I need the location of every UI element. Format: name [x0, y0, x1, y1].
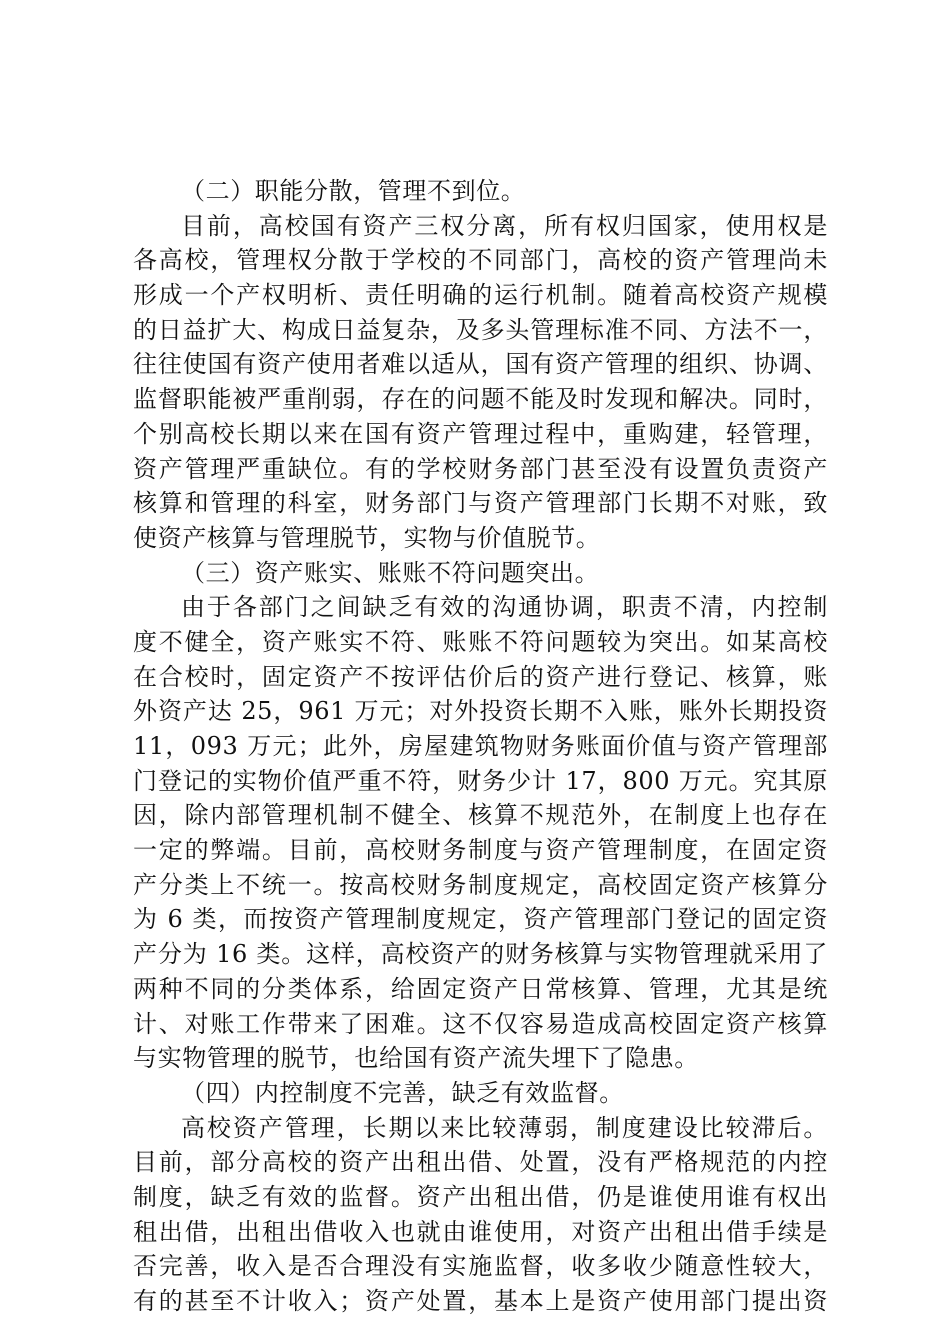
text-line: 监督职能被严重削弱，存在的问题不能及时发现和解决。同时， — [133, 385, 828, 414]
text-line: 资产管理严重缺位。有的学校财务部门甚至没有设置负责资产 — [133, 454, 828, 483]
text-line: 外资产达 25，961 万元；对外投资长期不入账，账外长期投资 — [133, 697, 828, 726]
text-line: 往往使国有资产使用者难以适从，国有资产管理的组织、协调、 — [133, 350, 828, 379]
text-line: 在合校时，固定资产不按评估价后的资产进行登记、核算，账 — [133, 662, 828, 691]
text-line: 租出借，出租出借收入也就由谁使用，对资产出租出借手续是 — [133, 1217, 828, 1246]
text-line: 高校资产管理，长期以来比较薄弱，制度建设比较滞后。 — [181, 1113, 828, 1142]
text-line: 各高校，管理权分散于学校的不同部门，高校的资产管理尚未 — [133, 246, 828, 275]
text-line: 两种不同的分类体系，给固定资产日常核算、管理，尤其是统 — [133, 974, 828, 1003]
text-line: 计、对账工作带来了困难。这不仅容易造成高校固定资产核算 — [133, 1009, 828, 1038]
text-line: 有的甚至不计收入；资产处置，基本上是资产使用部门提出资 — [133, 1287, 828, 1315]
section-heading: （三）资产账实、账账不符问题突出。 — [181, 558, 600, 587]
text-line: 形成一个产权明析、责任明确的运行机制。随着高校资产规模 — [133, 281, 828, 310]
text-line: 产分为 16 类。这样，高校资产的财务核算与实物管理就采用了 — [133, 940, 828, 969]
text-line: 与实物管理的脱节，也给国有资产流失埋下了隐患。 — [133, 1044, 699, 1073]
text-line: 11，093 万元；此外，房屋建筑物财务账面价值与资产管理部 — [133, 732, 828, 760]
document-body — [133, 174, 828, 1319]
text-line: 目前，高校国有资产三权分离，所有权归国家，使用权是 — [181, 211, 828, 240]
text-line: 的日益扩大、构成日益复杂，及多头管理标准不同、方法不一， — [133, 315, 828, 344]
text-line: 因，除内部管理机制不健全、核算不规范外，在制度上也存在 — [133, 801, 828, 830]
text-line: 度不健全，资产账实不符、账账不符问题较为突出。如某高校 — [133, 627, 828, 656]
section-heading: （二）职能分散，管理不到位。 — [181, 177, 526, 205]
text-line: 否完善，收入是否合理没有实施监督，收多收少随意性较大， — [133, 1252, 828, 1281]
section-heading: （四）内控制度不完善，缺乏有效监督。 — [181, 1078, 624, 1107]
text-line: 由于各部门之间缺乏有效的沟通协调，职责不清，内控制 — [181, 593, 828, 622]
text-line: 个别高校长期以来在国有资产管理过程中，重购建，轻管理， — [133, 419, 828, 448]
text-line: 使资产核算与管理脱节，实物与价值脱节。 — [133, 523, 601, 552]
text-line: 目前，部分高校的资产出租出借、处置，没有严格规范的内控 — [133, 1148, 828, 1177]
text-line: 门登记的实物价值严重不符，财务少计 17，800 万元。究其原 — [133, 766, 828, 795]
text-line: 一定的弊端。目前，高校财务制度与资产管理制度，在固定资 — [133, 836, 828, 865]
text-line: 为 6 类，而按资产管理制度规定，资产管理部门登记的固定资 — [133, 905, 828, 934]
text-line: 核算和管理的科室，财务部门与资产管理部门长期不对账，致 — [133, 489, 828, 518]
text-line: 制度，缺乏有效的监督。资产出租出借，仍是谁使用谁有权出 — [133, 1182, 828, 1211]
text-line: 产分类上不统一。按高校财务制度规定，高校固定资产核算分 — [133, 870, 828, 899]
